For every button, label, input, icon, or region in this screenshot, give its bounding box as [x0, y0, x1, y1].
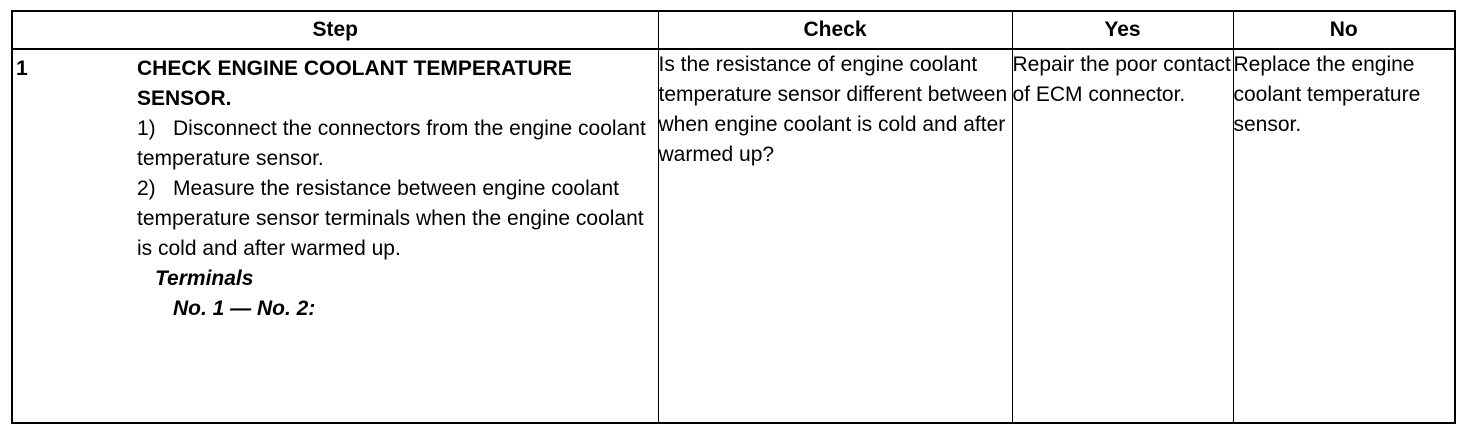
header-yes: Yes [1012, 11, 1233, 49]
terminals-label: Terminals [155, 267, 254, 290]
sub-step [137, 174, 654, 264]
header-check: Check [658, 11, 1012, 49]
header-step: Step [12, 11, 658, 49]
step-title: CHECK ENGINE COOLANT TEMPERATURE SENSOR. [137, 57, 572, 110]
terminals-value: No. 1 — No. 2: [173, 297, 316, 320]
step-number: 1 [16, 57, 28, 80]
header-no: No [1233, 11, 1455, 49]
no-cell: Replace the engine coolant temperature sensor. [1233, 49, 1455, 423]
header-row [12, 11, 1455, 49]
diagnostic-table [11, 10, 1456, 424]
yes-cell: Repair the poor contact of ECM connector. [1012, 49, 1233, 423]
sub-step-number: 2) [137, 177, 156, 200]
sub-step-text: Disconnect the connectors from the engine coolant temperature sensor. [137, 117, 646, 170]
step-body [137, 50, 658, 324]
step-cell [12, 49, 658, 423]
sub-step [137, 114, 654, 174]
sub-step-number: 1) [137, 117, 156, 140]
sub-step-text: Measure the resistance between engine coolant temperature sensor terminals when the engine coolant is cold and after warmed up. [137, 177, 644, 260]
table-row [12, 49, 1455, 423]
check-cell: Is the resistance of engine coolant temperature sensor different between when engine coolant is cold and after warmed up? [658, 49, 1012, 423]
